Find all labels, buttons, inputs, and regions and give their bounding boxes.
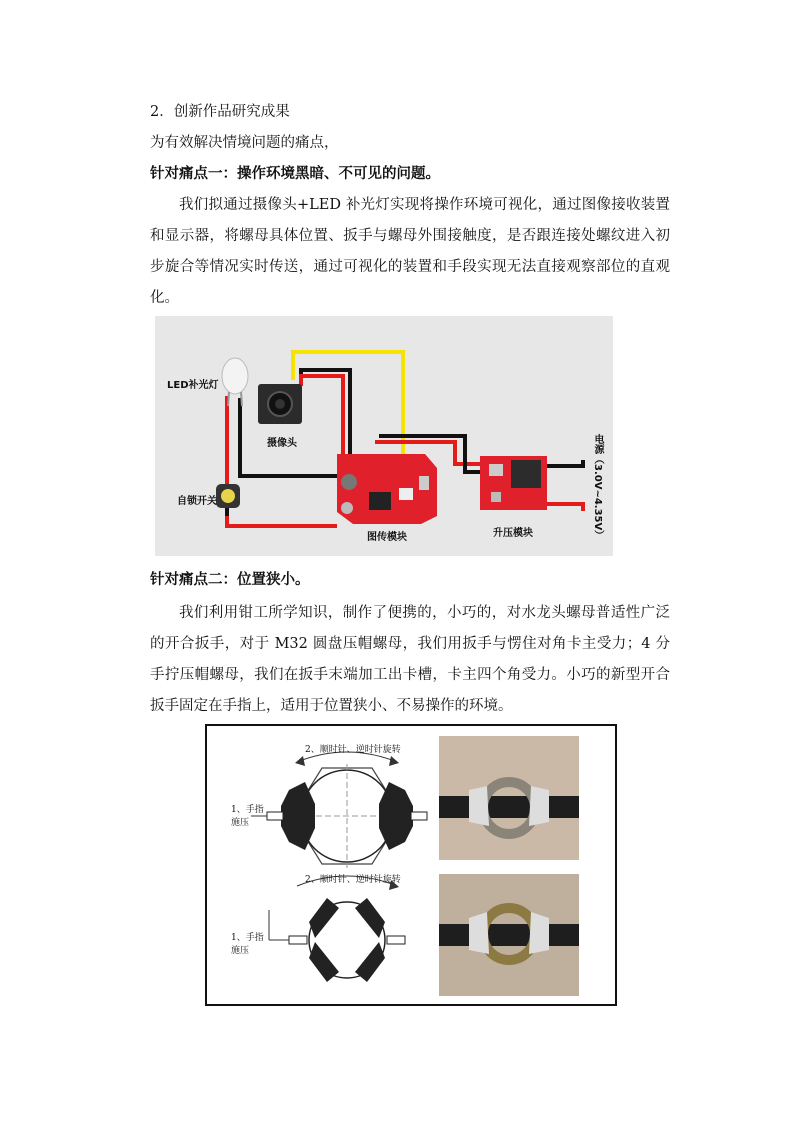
boost-label: 升压模块 bbox=[493, 528, 533, 539]
red-wire-power bbox=[547, 504, 583, 511]
rotate-label-bottom: 2、顺时针、逆时针旋转 bbox=[305, 875, 401, 885]
wrench-diagram bbox=[207, 726, 615, 1004]
switch-label: 自锁开关 bbox=[177, 496, 217, 507]
press-label-bottom: 1、手指施压 bbox=[231, 933, 264, 956]
section-title: 2．创新作品研究成果 bbox=[150, 104, 290, 120]
camera-label: 摄像头 bbox=[267, 438, 297, 449]
circuit-diagram bbox=[155, 316, 613, 556]
black-wire-power bbox=[547, 460, 583, 466]
intro-text: 为有效解决情境问题的痛点， bbox=[150, 135, 339, 151]
led-label: LED补光灯 bbox=[167, 380, 219, 391]
led-bulb bbox=[222, 358, 248, 394]
pain1-body: 我们拟通过摄像头+LED 补光灯实现将操作环境可视化，通过图像接收装置和显示器，将螺母具体位置、扳手与螺母外围接触度，是否跟连接处螺纹进入初步旋合等情况实时传送，通过可视化的装置和手段实现无法直接观察部位的直观化。 bbox=[150, 197, 670, 306]
wrench-figure bbox=[205, 724, 617, 1006]
pain2-heading: 针对痛点二：位置狭小。 bbox=[150, 572, 310, 588]
pain1-heading: 针对痛点一：操作环境黑暗、不可见的问题。 bbox=[150, 166, 440, 182]
press-label-top: 1、手指施压 bbox=[231, 805, 264, 828]
power-label: 电源（3.0V~4.35V） bbox=[592, 434, 603, 541]
transmit-label: 图传模块 bbox=[367, 532, 407, 543]
pain2-body: 我们利用钳工所学知识，制作了便携的，小巧的，对水龙头螺母普适性广泛的开合扳手，对于 M32 圆盘压帽螺母，我们用扳手与愣住对角卡主受力；4 分手拧压帽螺母，我们在扳手末端加工出卡槽，卡主四个角受力。小巧的新型开合扳手固定在手指上，适用于位置狭小、不易操作的环境。 bbox=[150, 605, 670, 714]
circuit-figure bbox=[155, 316, 613, 556]
rotate-label-top: 2、顺时针、逆时针旋转 bbox=[305, 745, 401, 755]
red-wire-camera bbox=[301, 376, 343, 456]
switch-button bbox=[221, 489, 235, 503]
